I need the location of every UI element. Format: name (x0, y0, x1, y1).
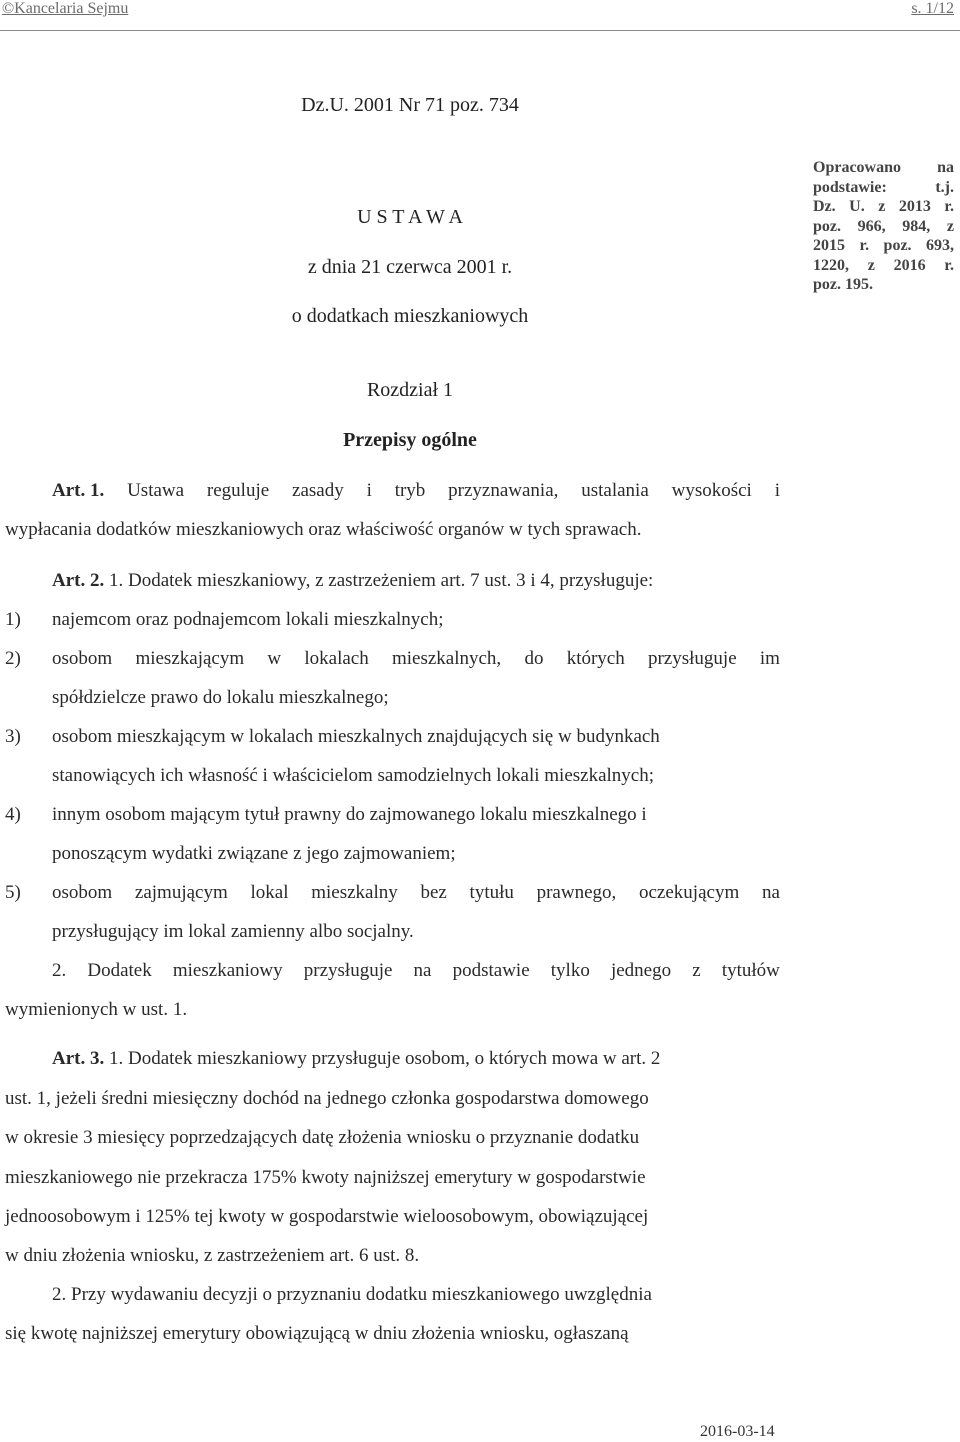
article-label: Art. 1. (52, 480, 105, 501)
publisher-link[interactable]: ©Kancelaria Sejmu (2, 0, 129, 17)
art3-para2: 2. Przy wydawaniu decyzji o przyznaniu dodatku mieszkaniowego uwzględnia (52, 1284, 652, 1305)
list-number: 3) (5, 726, 21, 747)
art3-line1: Art. 3. 1. Dodatek mieszkaniowy przysługuje osobom, o których mowa w art. 2 (52, 1048, 661, 1069)
list-item-text: osobom mieszkającym w lokalach mieszkalnych znajdujących się w budynkach (52, 726, 660, 747)
list-item-text: osobom zajmującym lokal mieszkalny bez tytułu prawnego, oczekującym na (52, 882, 780, 903)
note-line: poz. 966, 984, z (813, 217, 954, 235)
art3-para2-cont: się kwotę najniższej emerytury obowiązującą w dniu złożenia wniosku, ogłaszaną (5, 1323, 629, 1344)
art3-line: ust. 1, jeżeli średni miesięczny dochód na jednego członka gospodarstwa domowego (5, 1088, 649, 1109)
list-number: 1) (5, 609, 21, 630)
list-number: 4) (5, 804, 21, 825)
art3-line: jednoosobowym i 125% tej kwoty w gospodarstwie wieloosobowym, obowiązującej (5, 1206, 649, 1227)
note-line: podstawie: t.j. (813, 178, 954, 196)
print-date: 2016-03-14 (700, 1423, 775, 1440)
chapter-number: Rozdział 1 (366, 379, 454, 401)
art3-line: w dniu złożenia wniosku, z zastrzeżeniem art. 6 ust. 8. (5, 1245, 420, 1266)
list-item-text: spółdzielcze prawo do lokalu mieszkalnego; (52, 687, 389, 708)
act-date: z dnia 21 czerwca 2001 r. (307, 256, 513, 278)
note-line: 2015 r. poz. 693, (813, 237, 954, 254)
art3-line: mieszkaniowego nie przekracza 175% kwoty najniższej emerytury w gospodarstwie (5, 1167, 646, 1188)
art3-line: w okresie 3 miesięcy poprzedzających datę złożenia wniosku o przyznanie dodatku (5, 1127, 640, 1148)
note-line: poz. 195. (813, 276, 873, 293)
note-line: Dz. U. z 2013 r. (813, 198, 954, 215)
list-item-text: stanowiących ich własność i właścicielom samodzielnych lokali mieszkalnych; (52, 765, 655, 786)
list-item-text: innym osobom mającym tytuł prawny do zajmowanego lokalu mieszkalnego i (52, 804, 647, 825)
art2-intro: Art. 2. 1. Dodatek mieszkaniowy, z zastrzeżeniem art. 7 ust. 3 i 4, przysługuje: (52, 570, 654, 591)
act-kind: U S T A W A (357, 206, 463, 228)
list-item-text: najemcom oraz podnajemcom lokali mieszkalnych; (52, 609, 444, 630)
list-number: 5) (5, 882, 21, 903)
article-label: Art. 3. (52, 1048, 105, 1069)
list-number: 2) (5, 648, 21, 669)
article-label: Art. 2. (52, 570, 105, 591)
page-header (0, 0, 960, 31)
page-number: s. 1/12 (911, 0, 954, 17)
act-subject: o dodatkach mieszkaniowych (291, 305, 529, 327)
art1-line2: wypłacania dodatków mieszkaniowych oraz właściwość organów w tych sprawach. (5, 519, 642, 540)
list-item-text: osobom mieszkającym w lokalach mieszkalnych, do których przysługuje im (52, 648, 780, 669)
chapter-title: Przepisy ogólne (343, 429, 477, 451)
journal-reference: Dz.U. 2001 Nr 71 poz. 734 (301, 94, 519, 116)
art1-line1: Art. 1. Ustawa reguluje zasady i tryb przyznawania, ustalania wysokości i (52, 480, 780, 501)
note-line: Opracowano na (813, 159, 954, 176)
consolidation-note (813, 158, 954, 295)
list-item-text: przysługujący im lokal zamienny albo socjalny. (52, 921, 414, 942)
art2-para2: 2. Dodatek mieszkaniowy przysługuje na podstawie tylko jednego z tytułów (52, 960, 780, 981)
art2-para2-cont: wymienionych w ust. 1. (5, 999, 188, 1020)
note-line: 1220, z 2016 r. (813, 256, 954, 274)
list-item-text: ponoszącym wydatki związane z jego zajmowaniem; (52, 843, 456, 864)
